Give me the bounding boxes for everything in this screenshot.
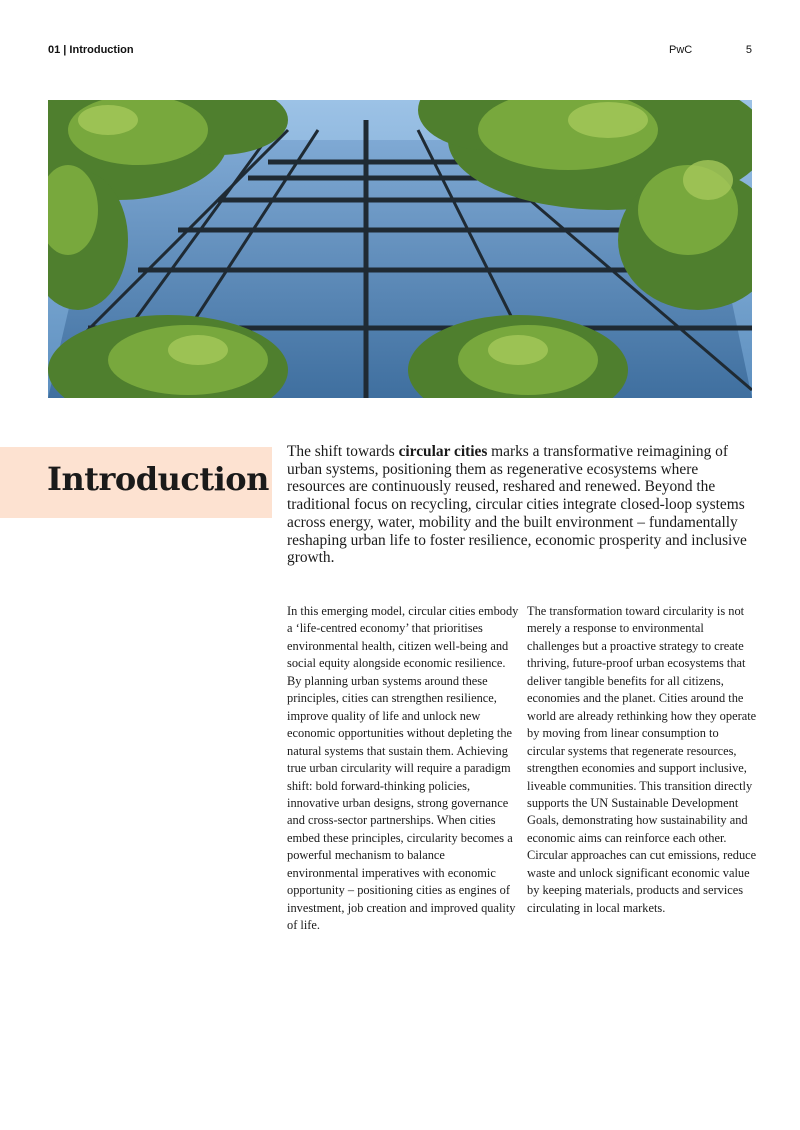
lead-paragraph (287, 443, 747, 567)
building-facade-with-trees-photo (48, 100, 752, 398)
brand-name: PwC (669, 44, 693, 56)
lead-text-before: The shift towards (287, 443, 399, 460)
hero-photo (48, 100, 752, 398)
page-header (48, 44, 752, 60)
section-label: 01 | Introduction (48, 44, 134, 56)
lead-text-after: marks a transformative reimagining of urban systems, positioning them as regenerative ecosystems where resources are continuously reused, reshared and renewed. Beyond the traditional focus on recycling, circular cities integrate closed-loop systems across energy, water, mobility and the built environment – fundamentally reshaping urban life to foster resilience, economic prosperity and inclusive growth. (287, 443, 747, 567)
page-number: 5 (745, 44, 752, 56)
lead-bold-term: circular cities (398, 443, 488, 460)
page-title: Introduction (47, 460, 269, 498)
body-column-2: The transformation toward circularity is not merely a response to environmental challenges but a proactive strategy to create thriving, future-proof urban ecosystems that deliver tangible benefits for all citizens, economies and the planet. Cities around the world are already rethinking how they operate by moving from linear consumption to circular systems that regenerate resources, strengthen economies and support inclusive, liveable communities. This transition directly supports the UN Sustainable Development Goals, demonstrating how sustainability and economic aims can reinforce each other. Circular approaches can cut emissions, reduce waste and unlock significant economic value by keeping materials, products and services circulating in local markets. (527, 604, 757, 915)
body-column-1: In this emerging model, circular cities embody a ‘life-centred economy’ that prioritises environmental health, citizen well-being and social equity alongside economic resilience. By planning urban systems around these principles, cities can strengthen resilience, improve quality of life and unlock new economic opportunities without depleting the natural systems that sustain them. Achieving true urban circularity will require a paradigm shift: bold forward-thinking policies, innovative urban designs, strong governance and cross-sector partnerships. When cities embed these principles, circularity becomes a powerful mechanism to balance environmental imperatives with economic opportunity – positioning cities as engines of investment, job creation and improved quality of life. (287, 604, 519, 933)
title-box (0, 447, 272, 518)
